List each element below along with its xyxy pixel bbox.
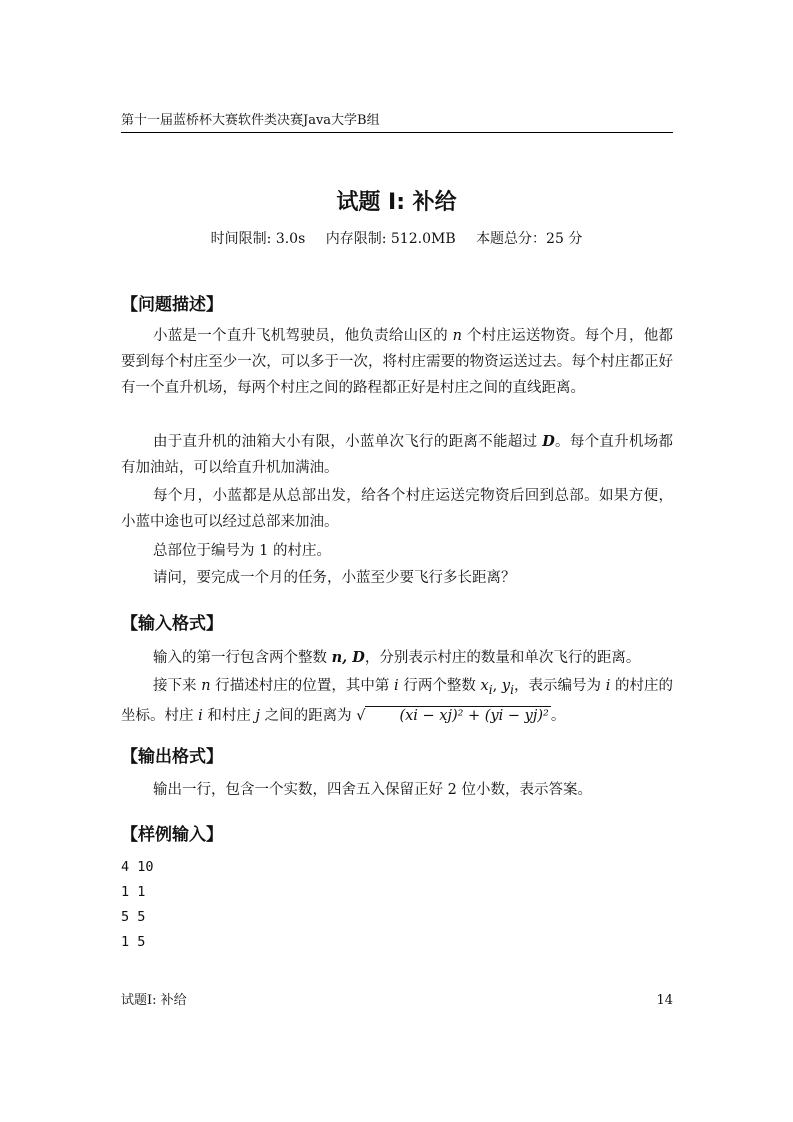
input-paragraph-1: 输入的第一行包含两个整数 n, D，分别表示村庄的数量和单次飞行的距离。 <box>153 649 641 666</box>
footer-page-number: 14 <box>656 993 673 1008</box>
memory-limit: 内存限制: 512.0MB <box>325 231 456 247</box>
description-paragraph-2: 由于直升机的油箱大小有限，小蓝单次飞行的距离不能超过 D。每个直升机场都有加油站，可以给直升机加满油。 <box>121 433 674 476</box>
description-paragraph-3: 每个月，小蓝都是从总部出发，给各个村庄运送完物资后回到总部。如果方便，小蓝中途也可以经过总部来加油。 <box>121 488 673 530</box>
description-paragraph-5: 请问，要完成一个月的任务，小蓝至少要飞行多长距离？ <box>153 570 516 586</box>
sample-line: 1 1 <box>121 884 146 900</box>
contest-name: 第十一届蓝桥杯大赛软件类决赛Java大学B组 <box>121 113 380 128</box>
problem-meta <box>0 229 793 249</box>
description-paragraph-1: 小蓝是一个直升飞机驾驶员，他负责给山区的 n 个村庄运送物资。每个月，他都要到每个村庄至少一次，可以多于一次，将村庄需要的物资运送过去。每个村庄都正好有一个直升机场，每两个村庄之间的路程都正好是村庄之间的直线距离。 <box>121 328 673 396</box>
sample-input-block <box>121 855 154 955</box>
page-header <box>121 114 673 133</box>
input-paragraph-2: 接下来 n 行描述村庄的位置，其中第 i 行两个整数 $x_i$, $y_i$，表示编号为 i 的村庄的坐标。村庄 i 和村庄 j 之间的距离为 √ (xi − xj)² + (yi − yj)² 。 <box>121 678 674 724</box>
description-paragraph-4: 总部位于编号为 1 的村庄。 <box>153 543 331 559</box>
section-heading-output: 【输出格式】 <box>121 747 223 767</box>
output-paragraph-1: 输出一行，包含一个实数，四舍五入保留正好 2 位小数，表示答案。 <box>153 782 592 798</box>
section-heading-sample-input: 【样例输入】 <box>121 825 223 845</box>
sample-line: 1 5 <box>121 934 146 950</box>
footer-problem-label: 试题I: 补给 <box>121 993 187 1008</box>
time-limit: 时间限制: 3.0s <box>210 231 306 247</box>
distance-formula: √ (xi − xj)² + (yi − yj)² <box>356 707 549 724</box>
problem-title: 试题 I: 补给 <box>336 190 457 215</box>
sample-line: 4 10 <box>121 859 154 875</box>
section-heading-input: 【输入格式】 <box>121 614 223 634</box>
total-score: 本题总分：25 分 <box>476 231 583 247</box>
section-heading-description: 【问题描述】 <box>121 295 223 315</box>
sample-line: 5 5 <box>121 909 146 925</box>
